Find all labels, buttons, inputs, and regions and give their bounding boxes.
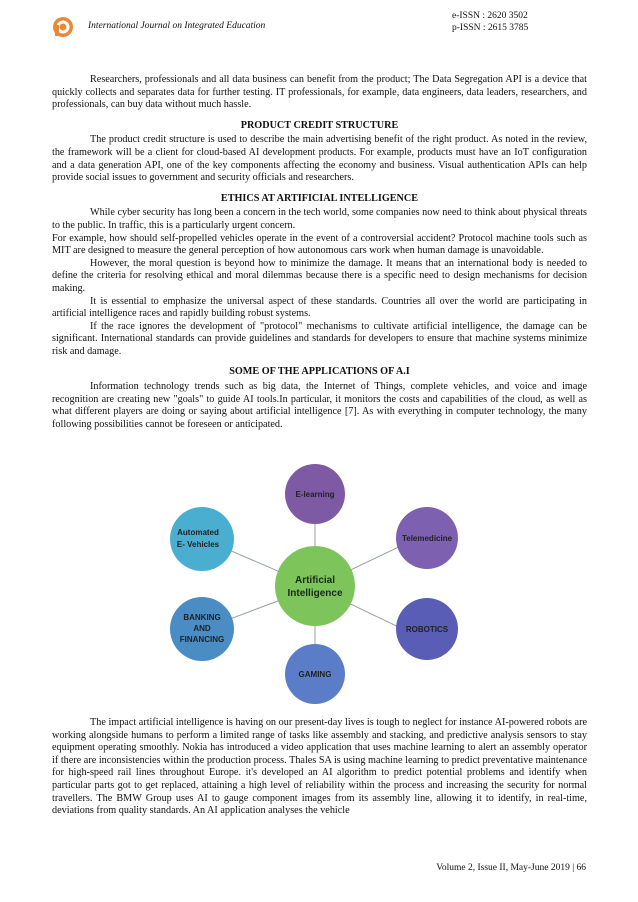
p-issn: p-ISSN : 2615 3785 xyxy=(452,23,529,33)
paragraph: The product credit structure is used to describe the main advertising benefit of the right product. As noted in the review, the framework will be a client for cloud-based AI development products. For example, products must have an IoT configuration and a data generation API, one of the key components affecting the economy and business. Visual authentication APIs can help provide social issues to government and security officials and researchers. xyxy=(52,134,587,184)
paragraph: While cyber security has long been a concern in the tech world, some companies now need to think about physical threats to the public. In traffic, this is a particularly urgent concern. xyxy=(52,207,587,231)
node-center-ai xyxy=(275,546,355,626)
node-automated-label-1: Automated xyxy=(177,528,219,537)
node-center-label-1: Artificial xyxy=(294,575,336,586)
node-robotics-label: ROBOTICS xyxy=(405,625,449,634)
paragraph: For example, how should self-propelled vehicles operate in the event of a controversial accident? Protocol machine tools such as MIT are designed to measure the general perception of how autonomous cars work when human damage is unavoidable. xyxy=(52,232,587,257)
paragraph: If the race ignores the development of "protocol" mechanisms to cultivate artificial intelligence, the damage can be significant. International standards can provide guidelines and standards for developers to ensure that machine systems minimize risk and damage. xyxy=(52,320,587,357)
issn-block xyxy=(452,10,528,34)
section-heading-ethics: ETHICS AT ARTIFICIAL INTELLIGENCE xyxy=(220,192,419,204)
node-automated xyxy=(170,507,234,571)
page-footer: Volume 2, Issue II, May-June 2019 | 66 xyxy=(436,863,586,873)
ai-applications-diagram xyxy=(140,462,490,706)
journal-title: International Journal on Integrated Education xyxy=(88,21,266,31)
node-elearning-label: E-learning xyxy=(295,490,335,499)
node-automated-label-2: E- Vehicles xyxy=(176,540,220,549)
paragraph: Information technology trends such as big data, the Internet of Things, complete vehicles, and voice and image recognition are creating new "goals" to guide AI tools.In particular, it monitors the costs and capabilities of the cloud, as well as what different players are doing or saying about artificial intelligence [7]. As with everything in computer technology, the many following possibilities cannot be foreseen or anticipated. xyxy=(52,381,587,430)
node-banking-label-3: FINANCING xyxy=(179,635,225,644)
article-body-top xyxy=(52,74,587,431)
node-gaming-label: GAMING xyxy=(298,670,332,679)
node-telemedicine-label: Telemedicine xyxy=(401,534,453,543)
paragraph: Researchers, professionals and all data business can benefit from the product; The Data Segregation API is a device that quickly collects and separates data for further testing. IT professionals, for example, data engineers, data leaders, researchers, and professionals, can buy data without much hassle. xyxy=(52,74,587,111)
e-issn: e-ISSN : 2620 3502 xyxy=(452,11,528,21)
section-heading-credit: PRODUCT CREDIT STRUCTURE xyxy=(240,119,399,131)
paragraph: It is essential to emphasize the universal aspect of these standards. Countries all over the world are participating in artificial intelligence races and rapidly building robust systems. xyxy=(52,295,587,320)
node-banking-label-2: AND xyxy=(193,624,211,633)
paragraph: However, the moral question is beyond how to minimize the damage. It means that an international body is needed to define the criteria for resolving ethical and moral dilemmas because there is a specific need to design mechanisms for decision making. xyxy=(52,257,587,294)
journal-logo-icon xyxy=(52,16,74,38)
paragraph: The impact artificial intelligence is having on our present-day lives is tough to neglect for instance AI-powered robots are working alongside humans to perform a limited range of tasks like assembly and stacking, and predictive analysis sensors to stay equipment operating smoothly. Nokia has introduced a video application that uses machine learning to alert an assembly operator if there are inconsistencies within the production process. Thales SA is using machine learning to predict preventative maintenance for high-speed rail lines throughout Europe. it's developed an AI algorithm to predict potential problems and identify when particular parts got to get replaced, attaining a high level of reliability within the process and increasing the security for normal travellers. The BMW Group uses AI to gauge component images from its assembly line, allowing it to identify, in real-time, deviations from quality standards. An AI application analyses the vehicle xyxy=(52,717,587,817)
node-center-label-2: Intelligence xyxy=(287,588,343,599)
node-banking-label-1: BANKING xyxy=(183,613,221,622)
article-body-bottom xyxy=(52,717,587,818)
section-heading-applications: SOME OF THE APPLICATIONS OF A.I xyxy=(229,366,410,378)
